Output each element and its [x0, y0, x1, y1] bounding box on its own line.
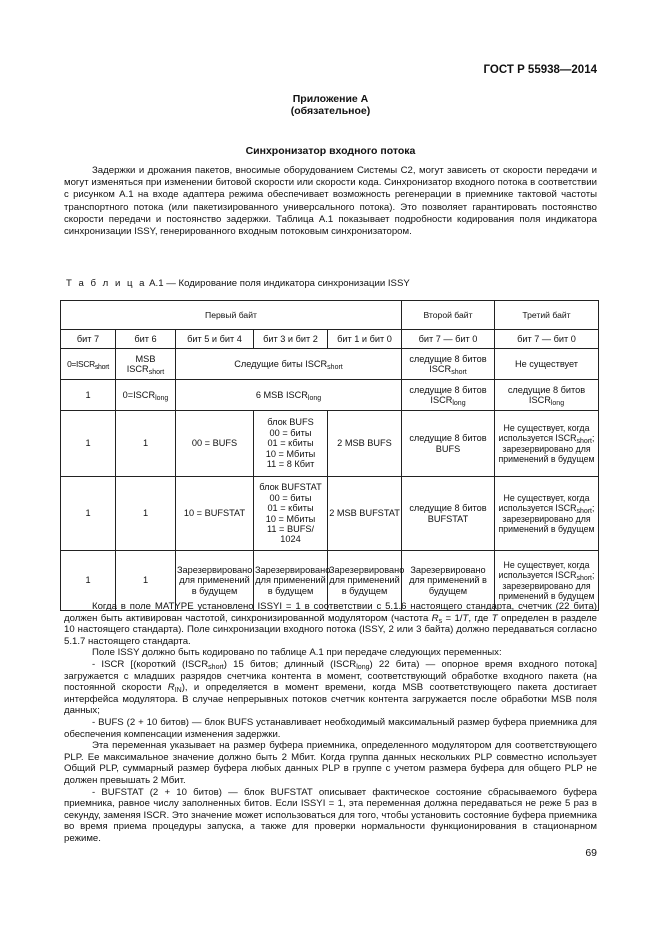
cell-text: ; зарезервировано для применений в будущем [498, 570, 595, 601]
text-run: ) 22 бита) — опорное время входного потока] загружается с младших разрядов счетчика контента в момент, соответствующий обработке входного пакета (на постоянной скорости [64, 658, 598, 694]
cell-text: ; зарезервировано для применений в будущем [498, 503, 595, 534]
cell-subscript: long [550, 400, 565, 407]
text-run: = 1/ [442, 612, 463, 624]
cell-text: следущие 8 битов ISCR [507, 384, 586, 405]
body-text [64, 601, 597, 844]
text-run: ), и определяется в момент времени, когда MSB соответствующего пакета достигает интерфейса модулятора. В случае непрерывных потоков счетчик контента загружается после обработки MSB поля данных; [64, 682, 597, 717]
table-cell: следущие 8 битов BUFS [402, 411, 495, 477]
text-subscript: IN [174, 687, 182, 695]
cell-text: Не существует, когда используется ISCR [498, 422, 590, 444]
table-cell: 1 [61, 380, 116, 411]
cell-text: 6 MSB ISCR [255, 389, 308, 400]
cell-subscript: long [155, 394, 169, 402]
text-subscript: long [356, 663, 370, 671]
cell-text: ; зарезервировано для применений в будущем [498, 433, 595, 464]
table-cell: 1 [61, 411, 116, 477]
table-cell [61, 349, 116, 380]
table-cell [254, 477, 328, 551]
cell-text: 0=ISCR [122, 389, 156, 400]
cell-line: 01 = кбиты [267, 503, 314, 514]
table-cell [116, 349, 176, 380]
cell-subscript: short [148, 369, 165, 376]
column-header: бит 5 и бит 4 [176, 330, 254, 349]
cell-subscript: short [576, 508, 592, 516]
cell-line: 10 = Мбиты [265, 448, 316, 459]
table-cell [495, 477, 599, 551]
cell-subscript: long [307, 394, 322, 402]
text-run: T [491, 612, 498, 624]
table-group-header-row [61, 301, 599, 330]
text-run: ) 15 битов; длинный (ISCR [223, 658, 357, 670]
cell-subscript: short [576, 438, 592, 446]
text-run: R [167, 682, 175, 694]
table-cell: 1 [61, 551, 116, 611]
cell-text: Следущие биты ISCR [234, 358, 328, 369]
cell-subscript: short [94, 363, 109, 371]
cell-subscript: short [576, 575, 592, 583]
issy-table [60, 300, 599, 611]
text-run: Когда в поле MATYPE установлено ISSYI = 1 в соответствии с 5.1.6 настоящего стандарта, счетчик (22 бита) должен быть активирован частотой, синхронизированной модулятором (частота [64, 601, 597, 624]
table-cell: 1 [116, 477, 176, 551]
table-caption-text: А.1 — Кодирование поля индикатора синхронизации ISSY [149, 278, 410, 289]
cell-text: MSB ISCR [126, 353, 156, 374]
column-header: бит 7 [61, 330, 116, 349]
table-row [61, 349, 599, 380]
column-header: бит 7 — бит 0 [402, 330, 495, 349]
table-cell: 2 MSB BUFS [328, 411, 402, 477]
body-paragraph [64, 601, 597, 647]
group-header-third: Третий байт [495, 301, 599, 330]
table-cell: 1 [61, 477, 116, 551]
table-row [61, 380, 599, 411]
table-cell [116, 380, 176, 411]
cell-subscript: short [451, 369, 467, 376]
table-cell [176, 349, 402, 380]
table-cell: 10 = BUFSTAT [176, 477, 254, 551]
standard-number: ГОСТ Р 55938—2014 [483, 64, 597, 76]
table-cell [176, 380, 402, 411]
table-cell [402, 349, 495, 380]
table-cell: 1 [116, 551, 176, 611]
cell-text: 0=ISCR [67, 358, 95, 369]
body-paragraph: - BUFSTAT (2 + 10 битов) — блок BUFSTAT описывает фактическое состояние сбрасываемого буфера приемника, равное числу заполненных битов. Если ISSYI = 1, эта переменная должна передаваться не реже 5 раз в секунду, заменяя ISCR. Это значение может использоваться для того, чтобы установить состояние буфера приемника во время приема процедуры запуска, а также для проверки нормальности функционирования в стационарном режиме. [64, 786, 597, 844]
table-row [61, 411, 599, 477]
section-title: Синхронизатор входного потока [245, 145, 416, 157]
appendix-title: Приложение А [292, 93, 369, 105]
table-cell [495, 380, 599, 411]
cell-line: 1024 [280, 534, 301, 545]
text-run: определен в разделе 10 настоящего стандарта). Поле синхронизации входного потока (ISSY, 2 или 3 байта) должно передаваться согласно 5.1.7 настоящего стандарта. [64, 612, 597, 647]
table-cell: 00 = BUFS [176, 411, 254, 477]
table-cell: Зарезервировано для применений в будущем [402, 551, 495, 611]
cell-line: 00 = биты [269, 492, 312, 503]
cell-text: следущие 8 битов ISCR [409, 353, 487, 374]
body-paragraph: - BUFS (2 + 10 битов) — блок BUFS устанавливает необходимый максимальный размер буфера приемника для обеспечения компенсации изменения задержки. [64, 716, 597, 740]
table-cell: Зарезервировано для применений в будущем [176, 551, 254, 611]
table-cell: Зарезервировано для применений в будущем [328, 551, 402, 611]
group-header-first: Первый байт [61, 301, 402, 330]
table-cell [495, 411, 599, 477]
column-header: бит 6 [116, 330, 176, 349]
column-header: бит 1 и бит 0 [328, 330, 402, 349]
table-cell: Не существует [495, 349, 599, 380]
body-paragraph: Эта переменная указывает на размер буфера приемника, определенного модулятором для соответствующего PLP. Ее максимальное значение должно быть 2 Мбит. Когда группа данных нескольких PLP совместно использует Общий PLP, суммарный размер буфера любых данных PLP в группе с учетом размера буфера для общего PLP не должен превышать 2 Мбит. [64, 740, 597, 786]
text-run: T [462, 612, 469, 624]
text-subscript: s [438, 617, 443, 625]
column-header: бит 3 и бит 2 [254, 330, 328, 349]
cell-line: блок BUFSTAT [259, 482, 322, 493]
table-cell: Зарезервировано для применений в будущем [254, 551, 328, 611]
table-cell: 1 [116, 411, 176, 477]
cell-line: 11 = BUFS/ [266, 523, 315, 534]
table-cell: следущие 8 битов BUFSTAT [402, 477, 495, 551]
cell-line: блок BUFS [267, 417, 314, 428]
text-run: , где [468, 612, 492, 624]
cell-line: 11 = 8 Кбит [266, 459, 315, 470]
table-cell [402, 380, 495, 411]
table-cell: 2 MSB BUFSTAT [328, 477, 402, 551]
body-paragraph: Поле ISSY должно быть кодировано по таблице А.1 при передаче следующих переменных: [92, 647, 502, 659]
cell-subscript: short [327, 363, 343, 371]
group-header-second: Второй байт [402, 301, 495, 330]
cell-line: 10 = Мбиты [265, 513, 316, 524]
table-caption-prefix: Т а б л и ц а [66, 278, 147, 289]
table-cell [254, 411, 328, 477]
cell-subscript: long [452, 400, 466, 407]
body-paragraph [64, 659, 597, 717]
column-header: бит 7 — бит 0 [495, 330, 599, 349]
cell-line: 00 = биты [269, 427, 312, 438]
cell-line: 01 = кбиты [267, 438, 314, 449]
table-caption [66, 278, 410, 289]
page-number: 69 [585, 847, 597, 859]
text-run: - ISCR [(короткий (ISCR [92, 658, 209, 670]
table-row [61, 477, 599, 551]
cell-text: Не существует, когда используется ISCR [498, 559, 590, 581]
table-column-header-row [61, 330, 599, 349]
intro-paragraph: Задержки и дрожания пакетов, вносимые оборудованием Системы С2, могут зависеть от скорости передачи и могут изменяться при изменении битовой скорости или скорости кода. Синхронизатор входного потока в соответствии с рисунком А.1 на входе адаптера режима обеспечивает возможность регенерации в приемнике тактовой частоты транспортного потока (или пакетизированного универсального потока). Это позволяет гарантировать постоянство скорости передачи и постоянство задержки. Таблица А.1 показывает подробности кодирования поля индикатора синхронизации ISSY, генерированного входным потоковым синхронизатором. [64, 165, 597, 238]
cell-text: Не существует, когда используется ISCR [498, 492, 590, 514]
appendix-status: (обязательное) [290, 105, 371, 117]
text-subscript: short [208, 663, 224, 671]
cell-text: следущие 8 битов ISCR [409, 384, 487, 405]
text-run: R [431, 612, 439, 624]
